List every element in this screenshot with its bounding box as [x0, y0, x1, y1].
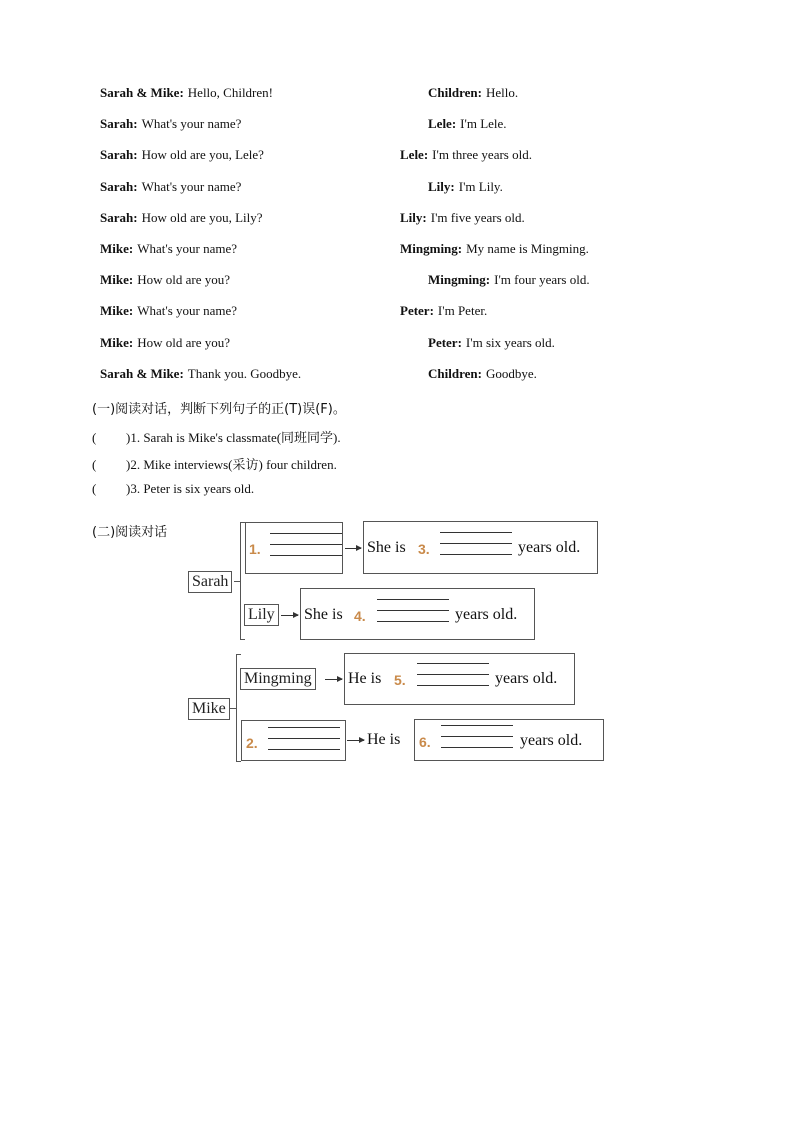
answer-box-6[interactable]: 6. years old.: [414, 719, 604, 761]
answer-box-1[interactable]: 1.: [245, 522, 343, 574]
blank-lines: [440, 532, 512, 565]
brace: [240, 522, 241, 640]
dialogue-line: Lily: I'm Lily.: [428, 179, 503, 194]
dialogue-line: Mingming: I'm four years old.: [428, 272, 590, 287]
section2-title: (二)阅读对话: [92, 525, 168, 540]
blank-lines: [441, 725, 513, 758]
answer-box-3[interactable]: She is 3. years old.: [363, 521, 598, 574]
name-box-sarah: Sarah: [188, 571, 232, 593]
answer-blank[interactable]: (: [92, 481, 97, 496]
blank-lines: [377, 599, 449, 632]
answer-blank[interactable]: (: [92, 430, 97, 445]
dialogue-line: Lily: I'm five years old.: [400, 210, 525, 225]
dialogue-line: Mike: How old are you?: [100, 272, 230, 287]
brace-tick: [236, 654, 241, 655]
blank-lines: [268, 727, 340, 760]
name-box-mingming: Mingming: [240, 668, 316, 690]
brace-tick: [240, 639, 245, 640]
dialogue-line: Mike: What's your name?: [100, 241, 238, 256]
name-box-lily: Lily: [244, 604, 279, 626]
brace-tick: [230, 708, 236, 709]
he-is-text: He is: [367, 731, 401, 748]
dialogue-line: Peter: I'm six years old.: [428, 335, 555, 350]
dialogue-line: Sarah: What's your name?: [100, 179, 242, 194]
question-item: ( )3. Peter is six years old.: [92, 481, 255, 496]
arrow-icon: [281, 615, 298, 616]
dialogue-line: Sarah: What's your name?: [100, 116, 242, 131]
answer-box-4[interactable]: She is 4. years old.: [300, 588, 535, 640]
arrow-icon: [345, 548, 361, 549]
answer-blank[interactable]: (: [92, 457, 97, 472]
blank-lines: [270, 533, 342, 566]
name-box-mike: Mike: [188, 698, 230, 720]
dialogue-line: Mike: What's your name?: [100, 303, 238, 318]
dialogue-line: Peter: I'm Peter.: [400, 303, 488, 318]
brace-tick: [234, 581, 240, 582]
dialogue-line: Mike: How old are you?: [100, 335, 230, 350]
answer-box-5[interactable]: He is 5. years old.: [344, 653, 575, 705]
section1-title: (一)阅读对话，判断下列句子的正(T)误(F)。: [92, 402, 346, 417]
dialogue-line: Sarah: How old are you, Lele?: [100, 147, 264, 162]
answer-box-2[interactable]: 2.: [241, 720, 346, 761]
brace: [236, 654, 237, 762]
dialogue-line: Lele: I'm three years old.: [400, 147, 532, 162]
dialogue-line: Lele: I'm Lele.: [428, 116, 507, 131]
arrow-icon: [325, 679, 342, 680]
dialogue-line: Children: Goodbye.: [428, 366, 537, 381]
dialogue-line: Mingming: My name is Mingming.: [400, 241, 589, 256]
arrow-icon: [347, 740, 364, 741]
dialogue-line: Sarah & Mike: Thank you. Goodbye.: [100, 366, 302, 381]
dialogue-line: Sarah & Mike: Hello, Children!: [100, 85, 273, 100]
dialogue-line: Children: Hello.: [428, 85, 519, 100]
brace-tick: [236, 761, 241, 762]
question-item: ( )1. Sarah is Mike's classmate(同班同学).: [92, 430, 341, 445]
dialogue-line: Sarah: How old are you, Lily?: [100, 210, 263, 225]
blank-lines: [417, 663, 489, 696]
question-item: ( )2. Mike interviews(采访) four children.: [92, 457, 337, 472]
